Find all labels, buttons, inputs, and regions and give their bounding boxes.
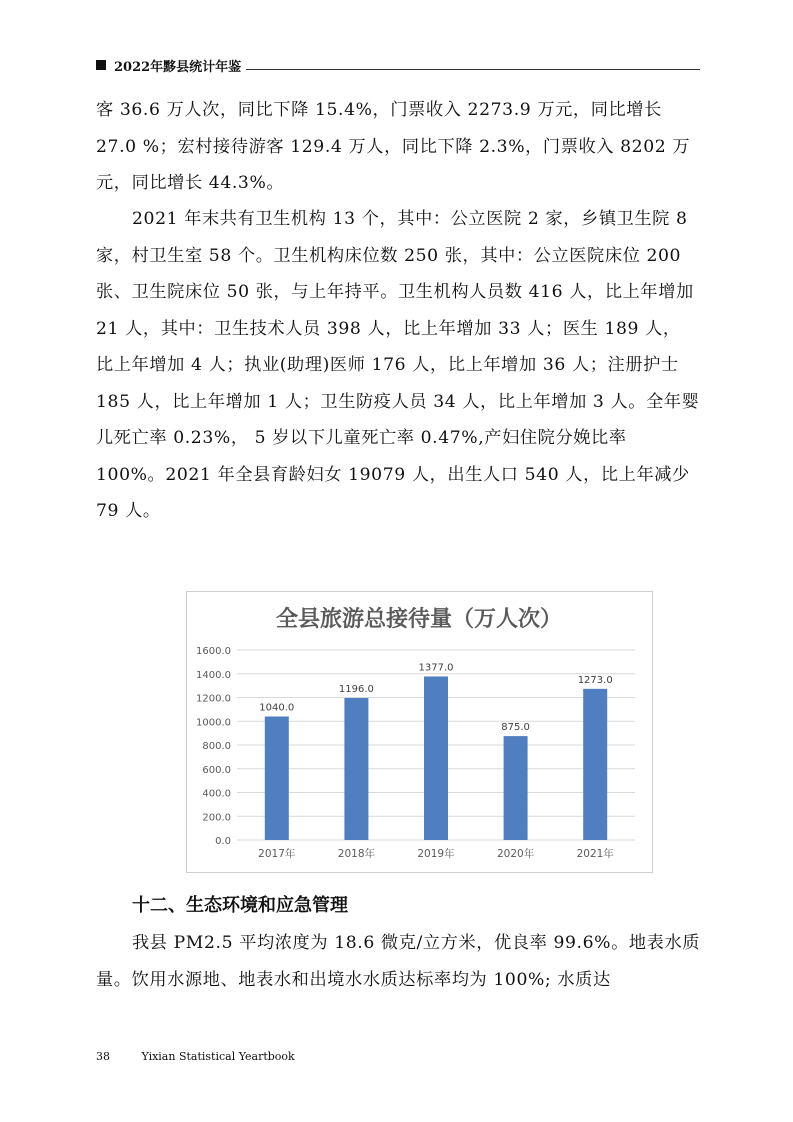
bar: [344, 698, 368, 840]
section-heading: 十二、生态环境和应急管理: [132, 895, 348, 916]
paragraph-environment: 我县 PM2.5 平均浓度为 18.6 微克/立方米，优良率 99.6%。地表水质量。饮用水源地、地表水和出境水水质达标率均为 100%; 水质达: [96, 933, 701, 990]
y-tick-label: 400.0: [202, 788, 231, 800]
page-header: [96, 56, 700, 76]
x-tick-label: 2021年: [576, 848, 614, 860]
bar: [504, 736, 528, 840]
y-tick-label: 1400.0: [196, 669, 231, 681]
chart-title: 全县旅游总接待量（万人次）: [275, 607, 563, 632]
data-label: 1196.0: [338, 683, 374, 695]
header-square-icon: [96, 60, 106, 70]
chart-svg: [187, 592, 652, 872]
data-label: 875.0: [501, 722, 530, 734]
page-number: 38: [96, 1050, 110, 1063]
y-tick-label: 600.0: [202, 764, 231, 776]
header-rule: [246, 69, 700, 70]
x-tick-label: 2017年: [258, 848, 296, 860]
y-tick-label: 800.0: [202, 741, 231, 752]
paragraph-tourism: 客 36.6 万人次，同比下降 15.4%，门票收入 2273.9 万元，同比增长 27.0 %；宏村接待游客 129.4 万人，同比下降 2.3%，门票收入 8202 万元，同比增长 44.3%。: [96, 100, 691, 193]
x-tick-label: 2018年: [337, 848, 376, 860]
y-tick-label: 200.0: [202, 812, 231, 824]
y-tick-label: 1600.0: [196, 646, 231, 657]
y-tick-label: 1200.0: [196, 693, 231, 705]
data-label: 1377.0: [418, 662, 454, 674]
y-tick-label: 0.0: [215, 836, 231, 847]
y-tick-label: 1000.0: [196, 717, 231, 729]
page-footer: [96, 1050, 295, 1063]
data-label: 1273.0: [577, 674, 613, 686]
bar: [424, 676, 448, 840]
bar: [265, 717, 289, 841]
x-tick-label: 2020年: [496, 848, 535, 860]
bar: [583, 689, 607, 840]
footer-book-title: Yixian Statistical Yeartbook: [141, 1050, 295, 1063]
x-tick-label: 2019年: [417, 848, 455, 860]
header-title: 2022年黟县统计年鉴: [114, 60, 242, 75]
tourism-chart: [186, 591, 653, 873]
data-label: 1040.0: [259, 702, 295, 714]
paragraph-health: 2021 年末共有卫生机构 13 个，其中：公立医院 2 家，乡镇卫生院 8 家，村卫生室 58 个。卫生机构床位数 250 张，其中：公立医院床位 200 张、卫生院床位 50 张，与上年持平。卫生机构人员数 416 人，比上年增加 21 人，其中：卫生技术人员 398 人，比上年增加 33 人；医生 189 人， 比上年增加 4 人；执业(助理)医师 176 人，比上年增加 36 人；注册护士 185 人，比上年增加 1 人；卫生防疫人员 34 人，比上年增加 3 人。全年婴儿死亡率 0.23%， 5 岁以下儿童死亡率 0.47%,产妇住院分娩比率 100%。2021 年全县育龄妇女 19079 人，出生人口 540 人，比上年减少 79 人。: [96, 209, 700, 521]
